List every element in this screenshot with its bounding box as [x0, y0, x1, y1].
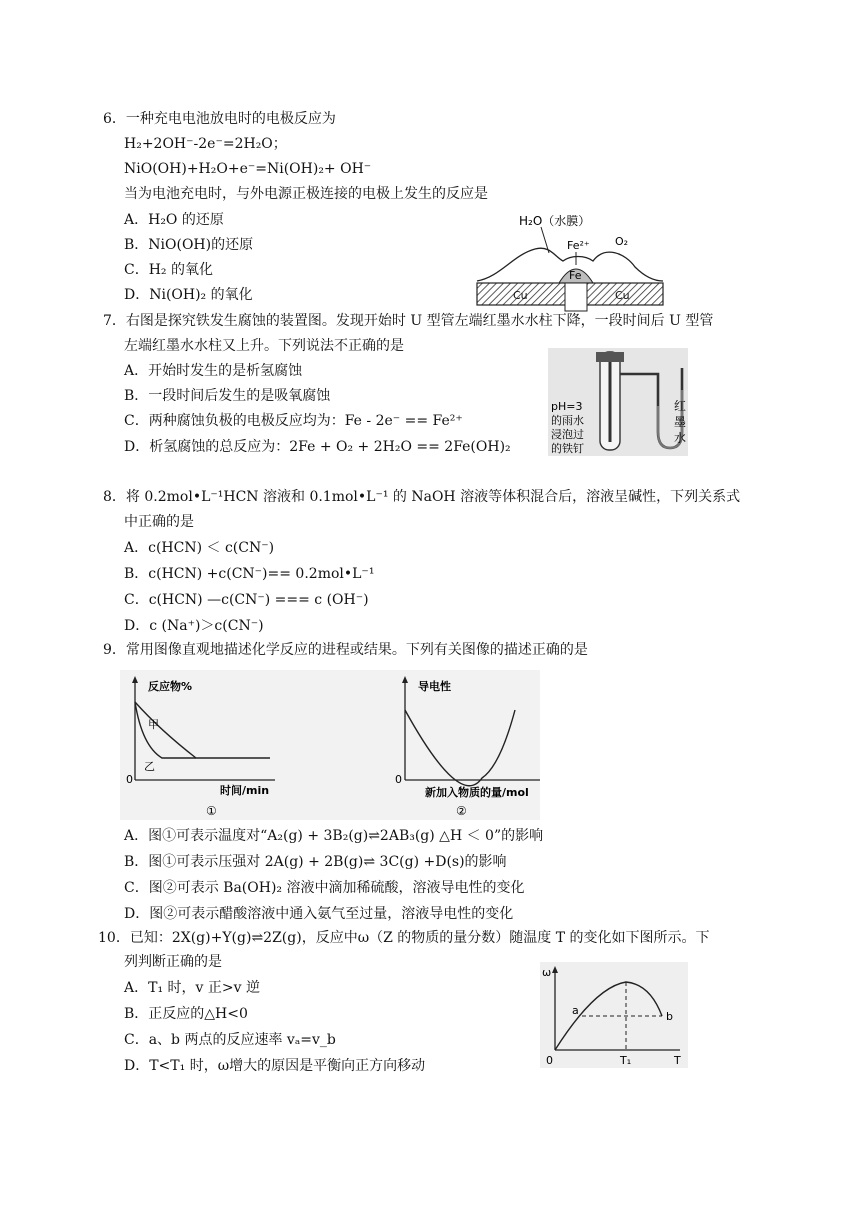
graph2-caption: ② — [456, 804, 467, 818]
q9-graphs-figure — [120, 670, 540, 820]
point-b-label: b — [666, 1010, 673, 1023]
water-film-label: H₂O（水膜） — [519, 214, 591, 228]
q6-stem: 6．一种充电电池放电时的电极反应为 — [103, 111, 336, 127]
t1-label: T₁ — [620, 1054, 632, 1067]
q10-option-b: B．正反应的△H<0 — [124, 1006, 248, 1022]
q7-option-a: A．开始时发生的是析氢腐蚀 — [124, 363, 303, 379]
q6-corrosion-figure — [475, 205, 665, 313]
fe-rivet — [565, 283, 587, 311]
q6-equation-2: NiO(OH)+H₂O+e⁻=Ni(OH)₂+ OH⁻ — [124, 161, 372, 177]
curve-jia-label: 甲 — [148, 718, 159, 731]
graph1-origin: 0 — [126, 773, 133, 786]
q10-stem-2: 列判断正确的是 — [124, 954, 222, 970]
point-a-label: a — [572, 1004, 579, 1017]
q7-option-c: C．两种腐蚀负极的电极反应均为：Fe - 2e⁻ == Fe²⁺ — [124, 413, 463, 429]
q8-option-d: D．c (Na⁺)＞c(CN⁻) — [124, 618, 264, 634]
graph1-caption: ① — [206, 804, 217, 818]
o2-label: O₂ — [615, 235, 629, 248]
red-ink-label-2: 墨 — [673, 415, 686, 429]
q10-stem-1: 10．已知：2X(g)+Y(g)⇌2Z(g)，反应中ω（Z 的物质的量分数）随温度 T 的变化如下图所示。下 — [98, 930, 710, 946]
q7-apparatus-figure — [548, 348, 688, 456]
q9-stem: 9．常用图像直观地描述化学反应的进程或结果。下列有关图像的描述正确的是 — [103, 642, 588, 658]
q10-option-c: C．a、b 两点的反应速率 vₐ=v_b — [124, 1032, 336, 1048]
t-label: T — [674, 1054, 681, 1067]
fe-label: Fe — [569, 269, 582, 282]
fe-ion-label: Fe²⁺ — [567, 239, 590, 252]
rain-label-4: 的铁钉 — [551, 442, 584, 455]
q9-option-d: D．图②可表示醋酸溶液中通入氨气至过量，溶液导电性的变化 — [124, 906, 514, 922]
q6-option-b: B．NiO(OH)的还原 — [124, 237, 254, 253]
q8-option-a: A．c(HCN) ＜ c(CN⁻) — [124, 540, 275, 556]
rain-label-3: 浸泡过 — [551, 428, 584, 441]
q6-option-a: A．H₂O 的还原 — [124, 212, 224, 228]
q8-stem-2: 中正确的是 — [124, 514, 194, 530]
q6-option-c: C．H₂ 的氧化 — [124, 262, 213, 278]
omega-label: ω — [542, 966, 552, 979]
q7-stem-2: 左端红墨水水柱又上升。下列说法不正确的是 — [124, 338, 404, 354]
origin-label: 0 — [546, 1054, 553, 1067]
q6-stem-2: 当为电池充电时，与外电源正极连接的电极上发生的反应是 — [124, 186, 488, 202]
red-ink-label-3: 水 — [673, 431, 686, 445]
q10-option-a: A．T₁ 时，v 正>v 逆 — [124, 980, 260, 996]
q8-option-c: C．c(HCN) —c(CN⁻) === c (OH⁻) — [124, 592, 369, 608]
graph2-xlabel: 新加入物质的量/mol — [425, 786, 529, 799]
curve-yi-label: 乙 — [144, 760, 155, 773]
cu-left-label: Cu — [513, 289, 528, 302]
q8-stem-1: 8．将 0.2mol•L⁻¹HCN 溶液和 0.1mol•L⁻¹ 的 NaOH 溶液等体积混合后，溶液呈碱性，下列关系式 — [103, 489, 741, 505]
cu-right-label: Cu — [615, 289, 630, 302]
stopper — [596, 352, 624, 362]
q7-stem-1: 7．右图是探究铁发生腐蚀的装置图。发现开始时 U 型管左端红墨水水柱下降，一段时间后 U 型管 — [103, 313, 714, 329]
q9-option-b: B．图①可表示压强对 2A(g) + 2B(g)⇌ 3C(g) +D(s)的影响 — [124, 854, 507, 870]
q7-option-b: B．一段时间后发生的是吸氧腐蚀 — [124, 388, 331, 404]
q9-option-a: A．图①可表示温度对“A₂(g) + 3B₂(g)⇌2AB₃(g) △H ＜ 0”的影响 — [124, 828, 544, 844]
rain-label-2: 的雨水 — [551, 414, 584, 427]
rain-label-1: pH=3 — [551, 400, 583, 413]
graph2-origin: 0 — [395, 773, 402, 786]
q10-option-d: D．T<T₁ 时，ω增大的原因是平衡向正方向移动 — [124, 1058, 426, 1074]
q9-option-c: C．图②可表示 Ba(OH)₂ 溶液中滴加稀硫酸，溶液导电性的变化 — [124, 880, 525, 896]
graph2-ylabel: 导电性 — [418, 680, 451, 693]
q6-option-d: D．Ni(OH)₂ 的氧化 — [124, 287, 253, 303]
graph1-ylabel: 反应物% — [148, 680, 193, 693]
graph1-xlabel: 时间/min — [220, 784, 270, 797]
q8-option-b: B．c(HCN) +c(CN⁻)== 0.2mol•L⁻¹ — [124, 566, 375, 582]
q6-equation-1: H₂+2OH⁻-2e⁻=2H₂O； — [124, 136, 287, 152]
q7-option-d: D．析氢腐蚀的总反应为：2Fe + O₂ + 2H₂O == 2Fe(OH)₂ — [124, 439, 511, 455]
red-ink-label-1: 红 — [673, 399, 686, 413]
q10-graph-figure — [540, 962, 688, 1068]
